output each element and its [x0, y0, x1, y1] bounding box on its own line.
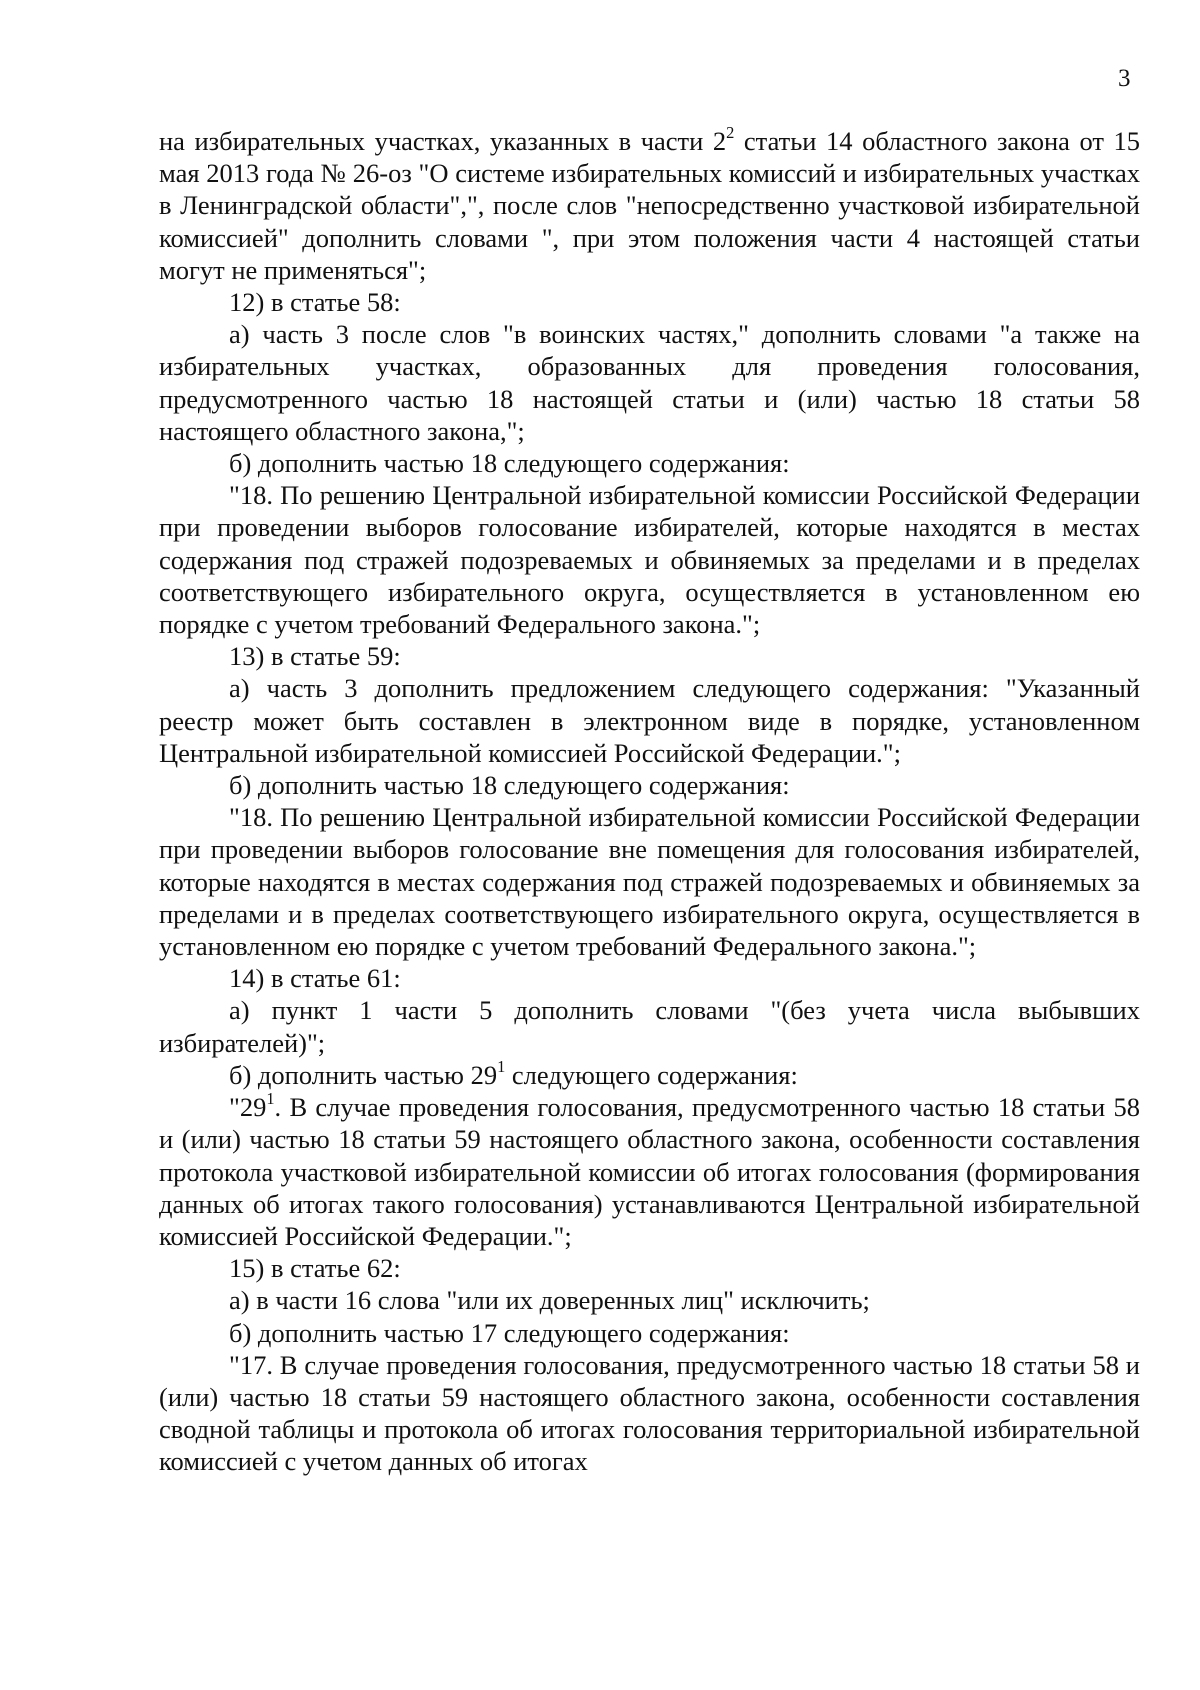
paragraph-p13 — [159, 1091, 1140, 1252]
text-segment: статьи 14 областного закона от 15 мая 2013 года № 26-оз "О системе избирательных комиссий и избирательных участках в Ленинградской области",", после слов "непосредственно участковой избирательной комиссией" дополнить словами ", при этом положения части 4 настоящей статьи могут не применяться"; — [159, 126, 1140, 285]
text-segment: а) часть 3 после слов "в воинских частях," дополнить словами "а также на избирательных участках, образованных для проведения голосования, предусмотренного частью 18 настоящей статьи и (или) частью 18 статьи 58 настоящего областного закона,"; — [159, 319, 1140, 446]
paragraph-p5 — [159, 479, 1140, 640]
paragraph-p6 — [159, 640, 1140, 672]
text-segment: "29 — [229, 1092, 267, 1123]
paragraph-p17 — [159, 1349, 1140, 1478]
text-segment: "18. По решению Центральной избирательной комиссии Российской Федерации при проведении выборов голосование избирателей, которые находятся в местах содержания под стражей подозреваемых и обвиняемых за пределами и в пределах соответствующего избирательного округа, осуществляется в установленном ею порядке с учетом требований Федерального закона."; — [159, 480, 1140, 640]
paragraph-p3 — [159, 318, 1140, 447]
text-segment: следующего содержания: — [505, 1059, 798, 1090]
paragraph-p11 — [159, 994, 1140, 1058]
text-segment: 12) в статье 58: — [229, 287, 401, 318]
paragraph-p9 — [159, 801, 1140, 962]
text-segment: б) дополнить частью 17 следующего содержания: — [229, 1317, 790, 1348]
superscript: 2 — [726, 123, 735, 143]
paragraph-p15 — [159, 1284, 1140, 1316]
paragraph-p2 — [159, 286, 1140, 318]
text-segment: б) дополнить частью 29 — [229, 1059, 498, 1090]
text-segment: 14) в статье 61: — [229, 963, 401, 994]
text-segment: б) дополнить частью 18 следующего содержания: — [229, 448, 790, 479]
paragraph-p10 — [159, 962, 1140, 994]
paragraph-p7 — [159, 672, 1140, 769]
paragraph-p14 — [159, 1252, 1140, 1284]
text-segment: а) пункт 1 части 5 дополнить словами "(без учета числа выбывших избирателей)"; — [159, 995, 1140, 1058]
text-segment: на избирательных участках, указанных в части 2 — [159, 126, 727, 156]
text-segment: 13) в статье 59: — [229, 641, 401, 672]
text-segment: "17. В случае проведения голосования, предусмотренного частью 18 статьи 58 и (или) частью 18 статьи 59 настоящего областного закона, особенности составления сводной таблицы и протокола об итогах голосования территориальной избирательной комиссией с учетом данных об итогах — [159, 1349, 1140, 1477]
text-segment: а) часть 3 дополнить предложением следующего содержания: "Указанный реестр может быть составлен в электронном виде в порядке, установленном Центральной избирательной комиссией Российской Федерации."; — [159, 673, 1140, 768]
text-segment: . В случае проведения голосования, предусмотренного частью 18 статьи 58 и (или) частью 18 статьи 59 настоящего областного закона, особенности составления протокола участковой избирательной комиссии об итогах голосования (формирования данных об итогах такого голосования) устанавливаются Центральной избирательной комиссией Российской Федерации."; — [159, 1092, 1140, 1251]
paragraph-p4 — [159, 447, 1140, 479]
text-segment: б) дополнить частью 18 следующего содержания: — [229, 770, 790, 801]
paragraph-p12 — [159, 1059, 1140, 1091]
paragraph-p1 — [159, 125, 1140, 286]
superscript: 1 — [497, 1057, 506, 1077]
text-segment: а) в части 16 слова "или их доверенных лиц" исключить; — [229, 1285, 870, 1316]
document-body — [159, 125, 1140, 1478]
text-segment: "18. По решению Центральной избирательной комиссии Российской Федерации при проведении выборов голосование вне помещения для голосования избирателей, которые находятся в местах содержания под стражей подозреваемых и обвиняемых за пределами и в пределах соответствующего избирательного округа, осуществляется в установленном ею порядке с учетом требований Федерального закона."; — [159, 802, 1140, 962]
paragraph-p8 — [159, 769, 1140, 801]
paragraph-p16 — [159, 1317, 1140, 1349]
page-number: 3 — [1118, 65, 1131, 92]
superscript: 1 — [266, 1089, 275, 1109]
text-segment: 15) в статье 62: — [229, 1253, 401, 1284]
